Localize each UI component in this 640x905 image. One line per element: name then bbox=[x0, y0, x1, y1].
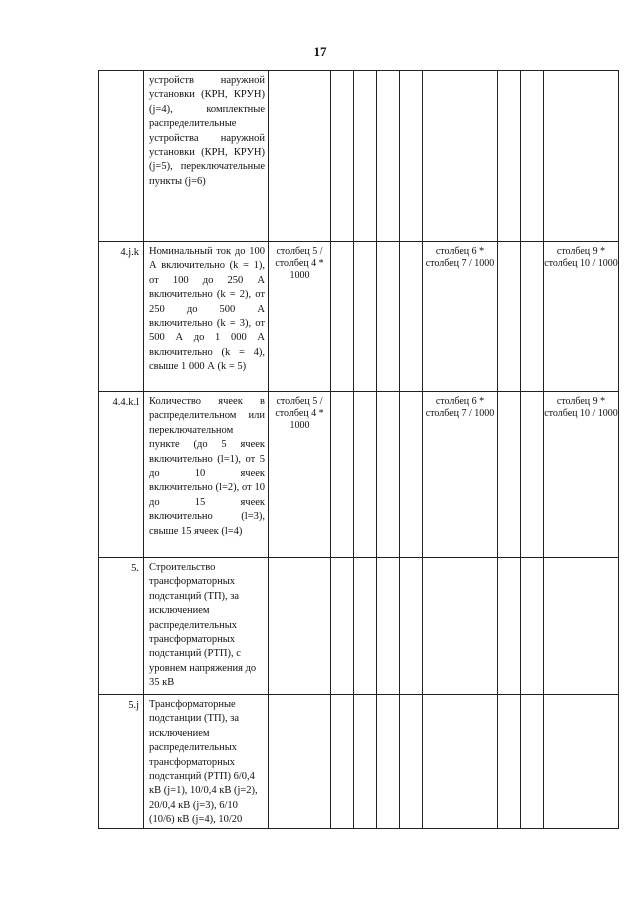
table-row bbox=[99, 695, 619, 829]
empty-cell bbox=[377, 695, 400, 829]
empty-cell bbox=[498, 695, 521, 829]
empty-cell bbox=[400, 242, 423, 392]
empty-cell bbox=[498, 392, 521, 558]
row-description: устройств наружной установки (КРН, КРУН) (j=4), комплектные распределительные устройства наружной установки (КРН, КРУН) (j=5), переключательные пункты (j=6) bbox=[144, 71, 269, 242]
empty-cell bbox=[331, 242, 354, 392]
empty-cell bbox=[354, 558, 377, 695]
empty-cell bbox=[400, 695, 423, 829]
table-row bbox=[99, 71, 619, 242]
formula-cell: столбец 9 * столбец 10 / 1000 bbox=[544, 242, 619, 392]
empty-cell bbox=[354, 242, 377, 392]
row-description: Строительство трансформаторных подстанций (ТП), за исключением распределительных трансформаторных подстанций (РТП), с уровнем напряжения до 35 кВ bbox=[144, 558, 269, 695]
row-description: Количество ячеек в распределительном или переключательном пункте (до 5 ячеек включительно (l=1), от 5 до 10 ячеек включительно (l=2), от 10 до 15 ячеек включительно (l=3), свыше 15 ячеек (l=4) bbox=[144, 392, 269, 558]
empty-cell bbox=[331, 558, 354, 695]
empty-cell bbox=[400, 558, 423, 695]
formula-cell bbox=[423, 558, 498, 695]
empty-cell bbox=[521, 242, 544, 392]
table-row bbox=[99, 558, 619, 695]
empty-cell bbox=[354, 695, 377, 829]
empty-cell bbox=[377, 558, 400, 695]
empty-cell bbox=[331, 392, 354, 558]
page-number: 17 bbox=[313, 44, 327, 59]
empty-cell bbox=[377, 71, 400, 242]
formula-cell bbox=[423, 695, 498, 829]
formula-cell bbox=[544, 695, 619, 829]
empty-cell bbox=[521, 695, 544, 829]
row-description: Номинальный ток до 100 А включительно (k = 1), от 100 до 250 А включительно (k = 2), от 250 до 500 А включительно (k = 3), от 500 А до 1 000 А включительно (k = 4), свыше 1 000 А (k = 5) bbox=[144, 242, 269, 392]
row-number bbox=[99, 71, 144, 242]
empty-cell bbox=[354, 392, 377, 558]
row-description: Трансформаторные подстанции (ТП), за исключением распределительных трансформаторных подстанций (РТП) 6/0,4 кВ (j=1), 10/0,4 кВ (j=2), 20/0,4 кВ (j=3), 6/10 (10/6) кВ (j=4), 10/20 bbox=[144, 695, 269, 829]
empty-cell bbox=[498, 71, 521, 242]
empty-cell bbox=[400, 71, 423, 242]
formula-cell bbox=[269, 558, 331, 695]
rates-table bbox=[98, 70, 619, 829]
row-number: 4.j.k bbox=[99, 242, 144, 392]
table-row bbox=[99, 392, 619, 558]
table-row bbox=[99, 242, 619, 392]
row-number: 4.4.k.l bbox=[99, 392, 144, 558]
formula-cell: столбец 9 * столбец 10 / 1000 bbox=[544, 392, 619, 558]
formula-cell: столбец 6 * столбец 7 / 1000 bbox=[423, 242, 498, 392]
formula-cell: столбец 6 * столбец 7 / 1000 bbox=[423, 392, 498, 558]
formula-cell bbox=[269, 695, 331, 829]
empty-cell bbox=[377, 392, 400, 558]
formula-cell bbox=[423, 71, 498, 242]
empty-cell bbox=[498, 242, 521, 392]
empty-cell bbox=[354, 71, 377, 242]
empty-cell bbox=[331, 695, 354, 829]
row-number: 5. bbox=[99, 558, 144, 695]
formula-cell: столбец 5 / столбец 4 * 1000 bbox=[269, 392, 331, 558]
empty-cell bbox=[521, 71, 544, 242]
empty-cell bbox=[498, 558, 521, 695]
formula-cell bbox=[269, 71, 331, 242]
empty-cell bbox=[521, 392, 544, 558]
empty-cell bbox=[400, 392, 423, 558]
empty-cell bbox=[521, 558, 544, 695]
formula-cell bbox=[544, 558, 619, 695]
formula-cell bbox=[544, 71, 619, 242]
empty-cell bbox=[377, 242, 400, 392]
formula-cell: столбец 5 / столбец 4 * 1000 bbox=[269, 242, 331, 392]
empty-cell bbox=[331, 71, 354, 242]
row-number: 5.j bbox=[99, 695, 144, 829]
